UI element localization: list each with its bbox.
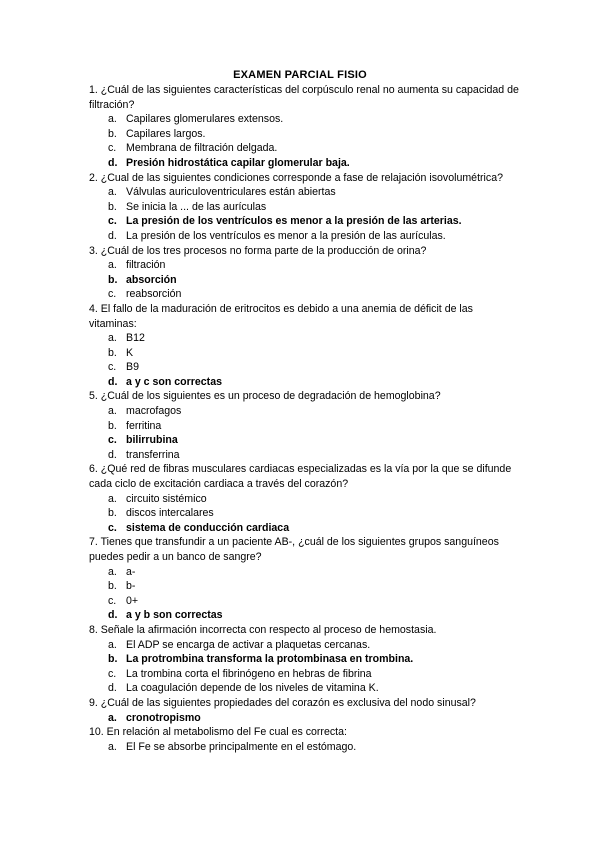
option-list <box>89 112 519 170</box>
question-10 <box>89 725 519 754</box>
option-item <box>89 506 519 521</box>
option-item <box>89 638 519 653</box>
option-item <box>89 156 519 171</box>
option-item <box>89 492 519 507</box>
option-item <box>89 740 519 755</box>
option-letter: d. <box>108 156 118 169</box>
question-text: 8. Señale la afirmación incorrecta con respecto al proceso de hemostasia. <box>89 623 437 636</box>
option-letter: b. <box>108 653 118 666</box>
option-text: Membrana de filtración delgada. <box>126 142 278 155</box>
option-item <box>89 565 519 580</box>
option-text: ferritina <box>126 419 162 432</box>
question-text: 2. ¿Cual de las siguientes condiciones corresponde a fase de relajación isovolumétrica? <box>89 171 503 184</box>
question-1 <box>89 83 519 171</box>
option-list <box>89 740 519 755</box>
option-item <box>89 331 519 346</box>
option-text: Válvulas auriculoventriculares están abiertas <box>126 186 336 199</box>
option-letter: c. <box>108 594 117 607</box>
option-item <box>89 287 519 302</box>
option-text: El ADP se encarga de activar a plaquetas cercanas. <box>126 638 371 651</box>
option-text: sistema de conducción cardiaca <box>126 521 290 534</box>
option-letter: b. <box>108 346 117 359</box>
option-list <box>89 565 519 623</box>
option-letter: a. <box>108 186 117 199</box>
option-item <box>89 127 519 142</box>
option-item <box>89 419 519 434</box>
question-text: 7. Tienes que transfundir a un paciente AB-, ¿cuál de los siguientes grupos sanguíneos puedes pedir a un banco de sangre? <box>89 536 499 563</box>
option-item <box>89 112 519 127</box>
option-text: Capilares glomerulares extensos. <box>126 113 284 126</box>
option-text: a y c son correctas <box>126 375 222 388</box>
option-item <box>89 200 519 215</box>
question-text: 3. ¿Cuál de los tres procesos no forma parte de la producción de orina? <box>89 244 427 257</box>
option-item <box>89 185 519 200</box>
option-letter: d. <box>108 375 118 388</box>
option-letter: d. <box>108 609 118 622</box>
option-text: Capilares largos. <box>126 127 206 140</box>
option-text: b- <box>126 580 136 593</box>
option-letter: b. <box>108 580 117 593</box>
option-letter: a. <box>108 565 117 578</box>
question-text: 10. En relación al metabolismo del Fe cual es correcta: <box>89 726 347 739</box>
option-letter: c. <box>108 361 117 374</box>
option-item <box>89 711 519 726</box>
option-list <box>89 331 519 389</box>
option-list <box>89 492 519 536</box>
option-text: La presión de los ventrículos es menor a la presión de las arterias. <box>126 215 462 228</box>
option-letter: a. <box>108 711 117 724</box>
question-2 <box>89 171 519 244</box>
option-text: El Fe se absorbe principalmente en el estómago. <box>126 740 357 753</box>
option-item <box>89 579 519 594</box>
option-item <box>89 433 519 448</box>
option-text: bilirrubina <box>126 434 178 447</box>
option-letter: d. <box>108 229 117 242</box>
option-letter: d. <box>108 448 117 461</box>
option-item <box>89 594 519 609</box>
option-letter: b. <box>108 127 117 140</box>
question-text: 4. El fallo de la maduración de eritrocitos es debido a una anemia de déficit de las vitaminas: <box>89 302 473 330</box>
question-5 <box>89 389 519 462</box>
question-6 <box>89 462 519 535</box>
option-item <box>89 521 519 536</box>
option-text: La trombina corta el fibrinógeno en hebras de fibrina <box>126 667 372 680</box>
option-letter: a. <box>108 332 117 345</box>
option-text: transferrina <box>126 448 180 461</box>
option-text: La coagulación depende de los niveles de vitamina K. <box>126 682 379 695</box>
option-item <box>89 608 519 623</box>
option-text: K <box>126 346 134 359</box>
question-8 <box>89 623 519 696</box>
option-item <box>89 404 519 419</box>
option-letter: b. <box>108 200 117 213</box>
option-letter: c. <box>108 521 117 534</box>
option-text: La presión de los ventrículos es menor a la presión de las aurículas. <box>126 229 446 242</box>
option-item <box>89 141 519 156</box>
question-text: 9. ¿Cuál de las siguientes propiedades del corazón es exclusiva del nodo sinusal? <box>89 696 476 709</box>
option-letter: d. <box>108 682 117 695</box>
option-text: filtración <box>126 259 166 272</box>
question-7 <box>89 535 519 623</box>
option-item <box>89 360 519 375</box>
option-letter: a. <box>108 492 117 505</box>
option-item <box>89 667 519 682</box>
question-4 <box>89 302 519 390</box>
question-text: 5. ¿Cuál de los siguientes es un proceso de degradación de hemoglobina? <box>89 390 441 403</box>
option-item <box>89 258 519 273</box>
option-text: macrofagos <box>126 405 182 418</box>
option-item <box>89 229 519 244</box>
option-letter: a. <box>108 740 117 753</box>
option-list <box>89 258 519 302</box>
option-text: a- <box>126 565 136 578</box>
exam-title: EXAMEN PARCIAL FISIO <box>233 69 367 81</box>
option-item <box>89 681 519 696</box>
option-letter: a. <box>108 638 117 651</box>
option-text: Presión hidrostática capilar glomerular baja. <box>126 156 350 169</box>
option-text: cronotropismo <box>126 711 201 724</box>
option-item <box>89 652 519 667</box>
option-text: B12 <box>126 332 145 345</box>
option-letter: a. <box>108 113 117 126</box>
option-item <box>89 273 519 288</box>
option-item <box>89 214 519 229</box>
option-list <box>89 185 519 243</box>
option-letter: b. <box>108 507 117 520</box>
option-list <box>89 711 519 726</box>
option-letter: a. <box>108 405 117 418</box>
option-text: discos intercalares <box>126 507 214 520</box>
option-letter: a. <box>108 259 117 272</box>
option-text: absorción <box>126 273 177 286</box>
option-item <box>89 448 519 463</box>
option-text: circuito sistémico <box>126 492 207 505</box>
option-item <box>89 375 519 390</box>
option-letter: c. <box>108 142 117 155</box>
option-text: La protrombina transforma la protombinasa en trombina. <box>126 653 414 666</box>
option-list <box>89 638 519 696</box>
option-text: B9 <box>126 361 139 374</box>
question-list <box>89 83 519 754</box>
question-text: 1. ¿Cuál de las siguientes características del corpúsculo renal no aumenta su capacidad de filtración? <box>89 84 519 111</box>
option-letter: c. <box>108 215 117 228</box>
question-3 <box>89 244 519 302</box>
option-list <box>89 404 519 462</box>
option-letter: b. <box>108 419 117 432</box>
question-text: 6. ¿Qué red de fibras musculares cardiacas especializadas es la vía por la que se difunde cada ciclo de excitación cardiaca a través del corazón? <box>89 463 512 491</box>
option-text: reabsorción <box>126 288 182 301</box>
option-item <box>89 346 519 361</box>
option-text: Se inicia la ... de las aurículas <box>126 200 267 213</box>
option-letter: c. <box>108 667 117 680</box>
option-letter: c. <box>108 434 117 447</box>
option-text: 0+ <box>126 594 139 607</box>
option-letter: c. <box>108 288 117 301</box>
question-9 <box>89 696 519 725</box>
option-letter: b. <box>108 273 118 286</box>
option-text: a y b son correctas <box>126 609 223 622</box>
